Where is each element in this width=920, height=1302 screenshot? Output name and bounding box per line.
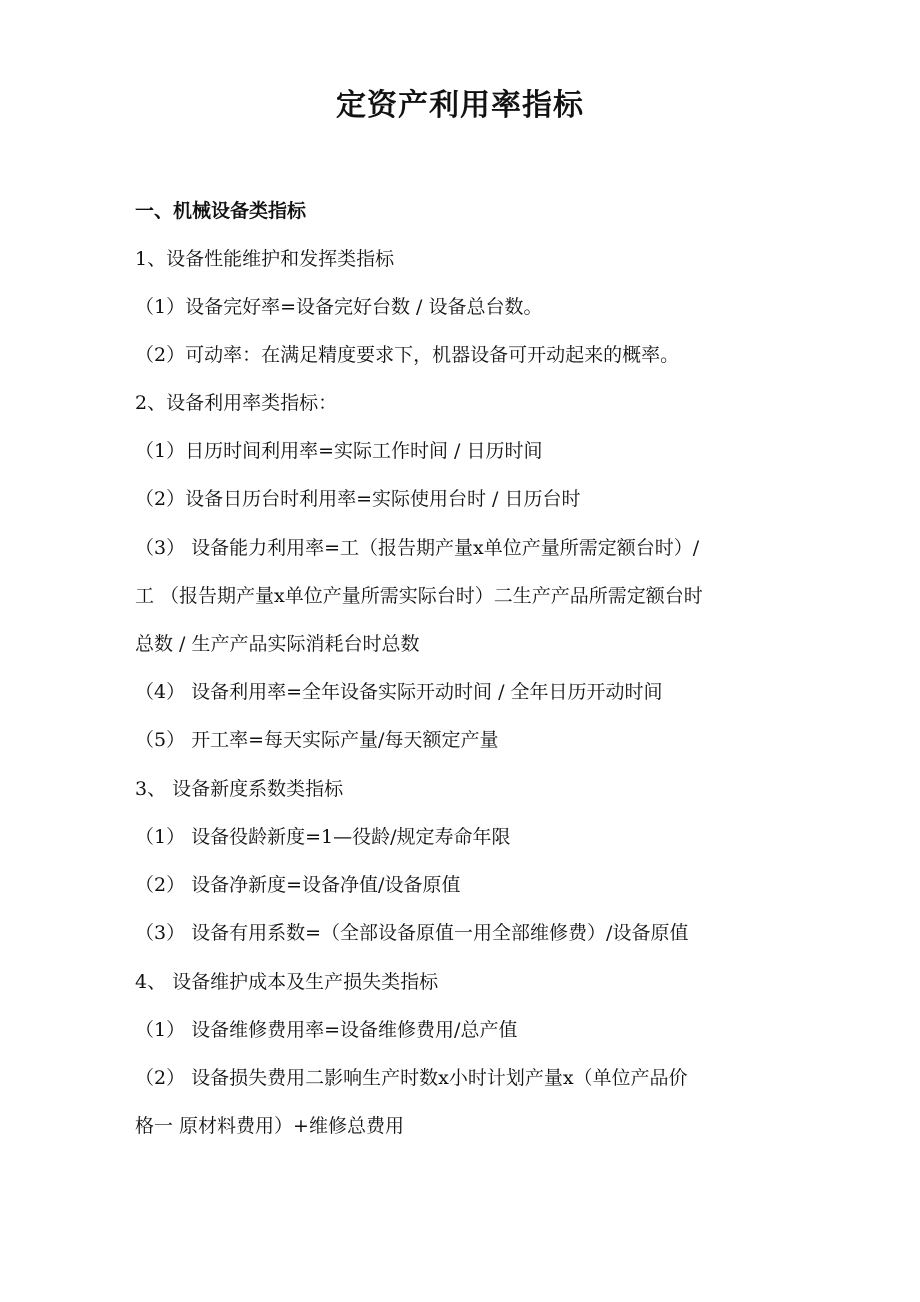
subsection-heading-utilization: 2、设备利用率类指标：	[135, 392, 338, 414]
text-line: （3） 设备能力利用率=工（报告期产量x单位产量所需定额台时）/	[135, 537, 700, 559]
text-line: （2） 设备净新度=设备净值/设备原值	[135, 874, 461, 896]
text-line: 工 （报告期产量x单位产量所需实际台时）二生产产品所需定额台时	[135, 585, 703, 607]
text-line: （1） 设备役龄新度=1—役龄/规定寿命年限	[135, 826, 511, 848]
subsection-heading-performance: 1、设备性能维护和发挥类指标	[135, 248, 395, 270]
section-heading-machinery: 一、机械设备类指标	[135, 200, 307, 222]
text-line: （1）日历时间利用率=实际工作时间 / 日历时间	[135, 440, 543, 462]
text-line: （2）可动率：在满足精度要求下，机器设备可开动起来的概率。	[135, 344, 680, 366]
text-line: （1）设备完好率=设备完好台数 / 设备总台数。	[135, 296, 543, 318]
text-line: （4） 设备利用率=全年设备实际开动时间 / 全年日历开动时间	[135, 681, 663, 703]
text-line: （2）设备日历台时利用率=实际使用台时 / 日历台时	[135, 488, 581, 510]
text-line: （3） 设备有用系数=（全部设备原值一用全部维修费）/设备原值	[135, 922, 689, 944]
text-line: 总数 / 生产产品实际消耗台时总数	[135, 633, 420, 655]
subsection-heading-newness: 3、 设备新度系数类指标	[135, 778, 344, 800]
subsection-heading-maintenance-cost: 4、 设备维护成本及生产损失类指标	[135, 971, 439, 993]
text-line: 格一 原材料费用）+维修总费用	[135, 1115, 404, 1137]
text-line: （1） 设备维修费用率=设备维修费用/总产值	[135, 1019, 518, 1041]
text-line: （2） 设备损失费用二影响生产时数x小时计划产量x（单位产品价	[135, 1067, 688, 1089]
document-title: 定资产利用率指标	[336, 88, 584, 123]
text-line: （5） 开工率=每天实际产量/每天额定产量	[135, 729, 499, 751]
